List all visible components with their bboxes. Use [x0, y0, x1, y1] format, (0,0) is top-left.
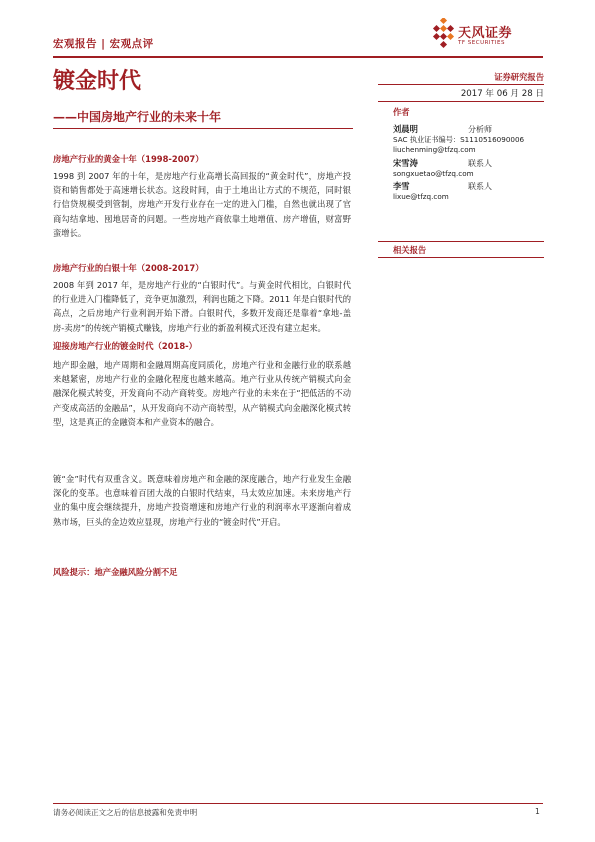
report-type: 证券研究报告 [494, 72, 544, 82]
report-title: 镀金时代 [53, 69, 142, 94]
author-email[interactable]: lixue@tfzq.com [393, 192, 449, 201]
sidebar-divider [378, 101, 544, 102]
header-divider [53, 56, 543, 58]
sidebar-divider [378, 84, 544, 85]
disclaimer-note: 请务必阅读正文之后的信息披露和免责申明 [53, 808, 198, 817]
sidebar-divider [378, 257, 544, 258]
section-paragraph: 地产即金融，地产周期和金融周期高度同质化，房地产行业和金融行业的联系越来越紧密，房地产行业的金融化程度也越来越高。地产行业从传统产销模式向金融深化模式转变，开发商向不动产商转变。房地产行业的未来在于“把低活的不动产变成高活的金融品”，从开发商向不动产商转型，从产销模式向金融深化模式转型，这是真正的金融资本和产业资本的融合。 [53, 360, 351, 427]
report-category: 宏观报告 | 宏观点评 [53, 38, 154, 50]
related-reports-heading: 相关报告 [393, 245, 427, 255]
section-paragraph: 1998 到 2007 年的十年，是房地产行业高增长高回报的“黄金时代”，房地产投资和销售都处于高速增长状态。这段时间，由于土地出让方式的不规范，同时银行信贷规模受到管制，房地产开发行业存在一定的进入门槛，自然也就出现了官商勾结拿地、囤地居奇的问题。一些房地产商依靠土地增值、房产增值，财富野蛮增长。 [53, 171, 351, 238]
risk-warning: 风险提示：地产金融风险分割不足 [53, 567, 178, 577]
author-name: 刘晨明 [393, 124, 418, 134]
logo-text: 天风证券 [458, 26, 513, 41]
section-heading-golden-decade: 房地产行业的黄金十年（1998-2007） [53, 154, 204, 164]
author-role: 联系人 [468, 159, 492, 168]
section-heading-silver-decade: 房地产行业的白银十年（2008-2017） [53, 263, 204, 273]
author-role: 分析师 [468, 125, 492, 134]
author-name: 李雪 [393, 181, 410, 191]
logo-text-en: TF SECURITIES [458, 40, 505, 46]
page-number: 1 [535, 807, 540, 816]
title-divider [53, 128, 353, 129]
tf-securities-logo [432, 16, 552, 56]
author-cert: SAC 执业证书编号：S1110516090006 [393, 135, 525, 144]
report-date: 2017 年 06 月 28 日 [460, 89, 544, 99]
logo-mark-icon [432, 18, 456, 52]
author-email[interactable]: liuchenming@tfzq.com [393, 145, 476, 154]
author-role: 联系人 [468, 182, 492, 191]
sidebar-divider [378, 241, 544, 242]
report-subtitle: ——中国房地产行业的未来十年 [53, 110, 222, 124]
author-name: 宋雪涛 [393, 158, 418, 168]
section-heading-gilded-age: 迎接房地产行业的镀金时代（2018-） [53, 341, 198, 351]
authors-heading: 作者 [393, 107, 410, 117]
section-paragraph: 2008 年到 2017 年，是房地产行业的“白银时代”。与黄金时代相比，白银时代的行业进入门槛降低了，竞争更加激烈，利润也随之下降。2011 年是白银时代的高点，之后房地产行业利润开始下滑。白银时代，多数开发商还是靠着“拿地-盖房-卖房”的传统产销模式赚钱，房地产行业的新盈利模式还没有建立起来。 [53, 280, 351, 333]
author-email[interactable]: songxuetao@tfzq.com [393, 169, 474, 178]
section-paragraph: 镀“金”时代有双重含义。既意味着房地产和金融的深度融合，地产行业发生金融深化的变革。也意味着百团大战的白银时代结束，马太效应加速。未来房地产行业的集中度会继续提升，房地产投资增速和房地产行业的利润率水平逐渐向着成熟市场，巨头的金边效应显现，房地产行业的“镀金时代”开启。 [53, 474, 351, 527]
footer-divider [53, 803, 543, 804]
